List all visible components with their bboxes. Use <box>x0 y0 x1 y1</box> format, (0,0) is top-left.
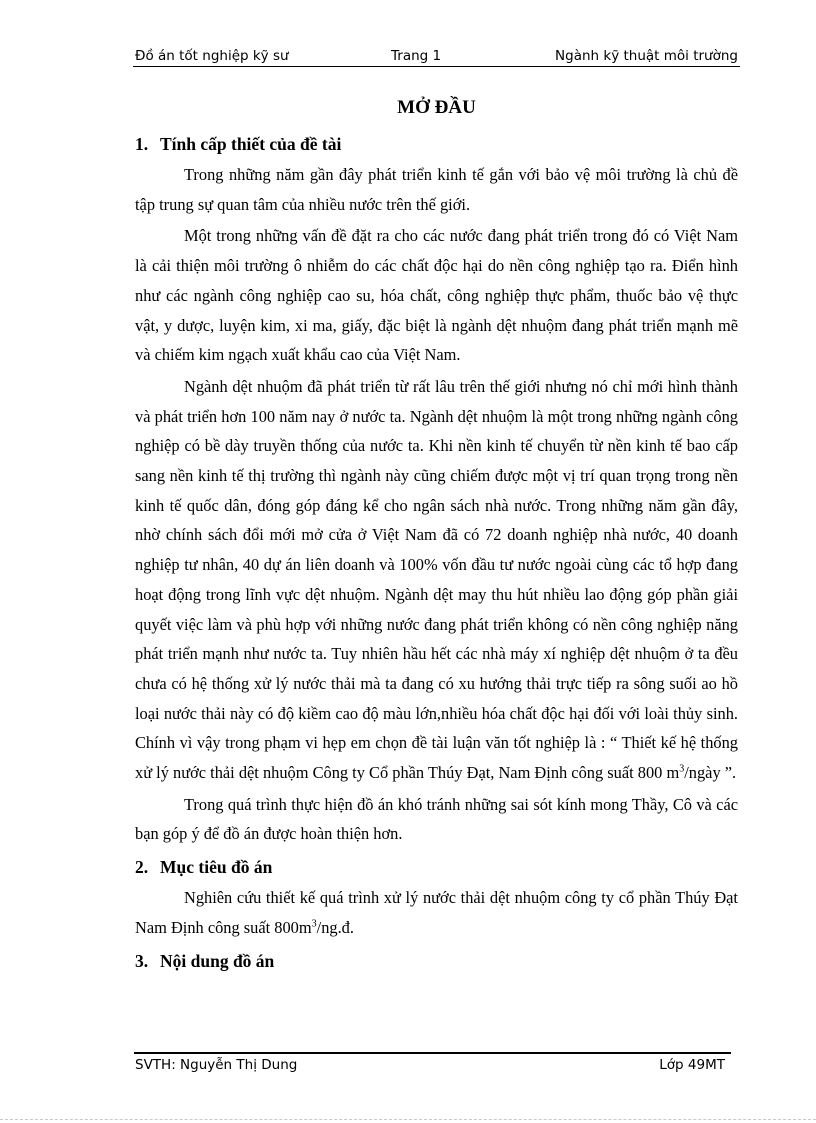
paragraph-1-3-tail: /ngày ”. <box>684 763 737 783</box>
paragraph-1-3 <box>135 372 738 788</box>
paragraph-1-2: Một trong những vấn đề đặt ra cho các nước đang phát triển trong đó có Việt Nam là cải thiện môi trường ô nhiễm do các chất độc hại do nền công nghiệp tạo ra. Điển hình như các ngành công nghiệp cao su, hóa chất, công nghiệp thực phẩm, thuốc bảo vệ thực vật, y dược, luyện kim, xi ma, giấy, đặc biệt là ngành dệt nhuộm đang phát triển mạnh mẽ và chiếm kim ngạch xuất khẩu cao của Việt Nam. <box>135 226 738 365</box>
section-number-2: 2. <box>135 857 149 878</box>
header-rule <box>133 66 740 67</box>
section-heading-3 <box>135 945 738 977</box>
paragraph-2-1-tail: /ng.đ. <box>316 917 354 937</box>
paragraph-1-3-text: Ngành dệt nhuộm đã phát triển từ rất lâu trên thế giới nhưng nó chỉ mới hình thành và phát triển hơn 100 năm nay ở nước ta. Ngành dệt nhuộm là một trong những ngành công nghiệp có bề dày truyền thống của nước ta. Khi nền kinh tế chuyển từ nền kinh tế bao cấp sang nền kinh tế thị trường thì ngành này cũng chiếm được một vị trí quan trọng trong nền kinh tế quốc dân, đóng góp đáng kể cho ngân sách nhà nước. Trong những năm gần đây, nhờ chính sách đổi mới mở cửa ở Việt Nam đã có 72 doanh nghiệp nhà nước, 40 doanh nghiệp tư nhân, 40 dự án liên doanh và 100% vốn đầu tư nước ngoài cùng các tổ hợp đang hoạt động trong lĩnh vực dệt nhuộm. Ngành dệt may thu hút nhiều lao động góp phần giải quyết việc làm và phù hợp với những nước đang phát triển không có nền công nghiệp năng phát triển mạnh như nước ta. Tuy nhiên hầu hết các nhà máy xí nghiệp dệt nhuộm ở ta đều chưa có hệ thống xử lý nước thải mà ta đang có xu hướng thải trực tiếp ra sông suối ao hồ loại nước thải này có độ kiềm cao độ màu lớn,nhiều hóa chất độc hại đối với loài thủy sinh. Chính vì vậy trong phạm vi hẹp em chọn đề tài luận văn tốt nghiệp là : “ Thiết kế hệ thống xử lý nước thải dệt nhuộm Công ty Cổ phần Thúy Đạt, Nam Định công suất 800 m <box>135 376 738 783</box>
section-title-3: Nội dung đồ án <box>160 950 275 971</box>
page-header <box>135 48 738 68</box>
section-heading-2 <box>135 851 738 883</box>
page-edge <box>0 1119 816 1120</box>
section-number-3: 3. <box>135 950 149 971</box>
section-title-2: Mục tiêu đồ án <box>160 857 273 878</box>
paragraph-1-4: Trong quá trình thực hiện đồ án khó tránh những sai sót kính mong Thầy, Cô và các bạn góp ý để đồ án được hoàn thiện hơn. <box>135 794 738 844</box>
footer-rule <box>134 1052 731 1054</box>
footer-author: SVTH: Nguyễn Thị Dung <box>135 1057 298 1073</box>
section-title-1: Tính cấp thiết của đề tài <box>160 134 342 154</box>
page-footer <box>135 1057 725 1077</box>
paragraph-1-1: Trong những năm gần đây phát triển kinh tế gắn với bảo vệ môi trường là chủ đề tập trung sự quan tâm của nhiều nước trên thế giới. <box>135 165 738 214</box>
superscript-3: 3 <box>311 918 317 930</box>
section-number-1: 1. <box>135 134 149 154</box>
header-right: Ngành kỹ thuật môi trường <box>555 48 738 64</box>
paragraph-2-1 <box>135 883 738 942</box>
paragraph-2-1-text: Nghiên cứu thiết kế quá trình xử lý nước thải dệt nhuộm công ty cổ phần Thúy Đạt Nam Định công suất 800m <box>135 888 738 937</box>
footer-class: Lớp 49MT <box>659 1057 725 1073</box>
header-left: Đồ án tốt nghiệp kỹ sư <box>135 48 289 64</box>
header-page-number: Trang 1 <box>391 48 442 64</box>
document-title: MỞ ĐẦU <box>397 97 476 118</box>
page-body <box>135 92 738 977</box>
section-heading-1 <box>135 128 738 160</box>
superscript-3: 3 <box>679 763 685 775</box>
